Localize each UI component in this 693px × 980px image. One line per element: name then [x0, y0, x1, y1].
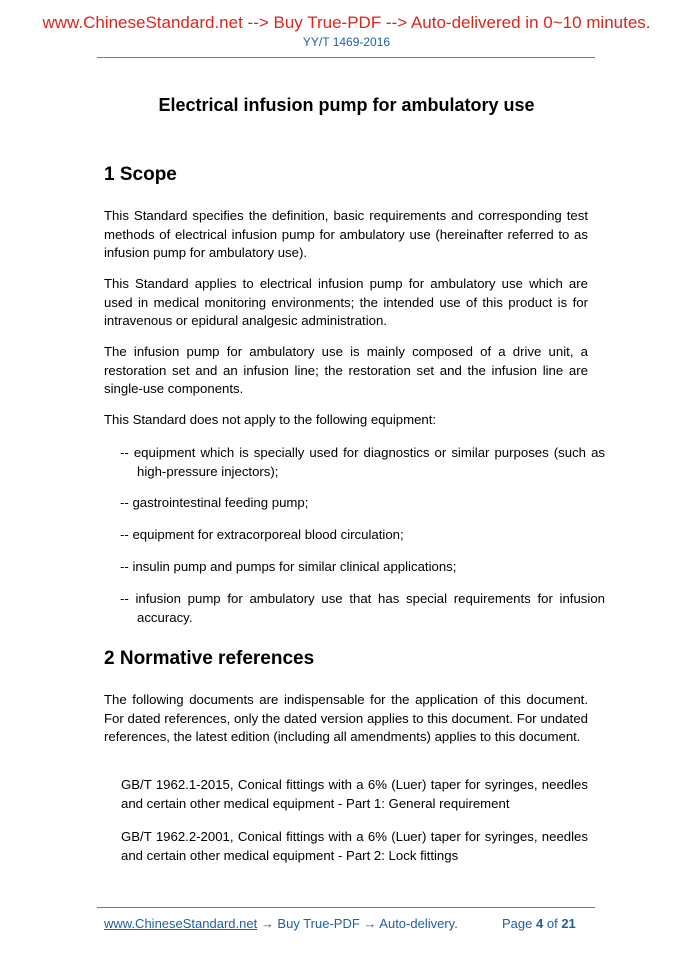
list-item: -- insulin pump and pumps for similar clinical applications; — [120, 559, 457, 574]
watermark-banner[interactable]: www.ChineseStandard.net --> Buy True-PDF --> Auto-delivered in 0~10 minutes. — [42, 13, 651, 32]
scope-paragraph-4: This Standard does not apply to the following equipment: — [104, 412, 437, 427]
list-item: -- gastrointestinal feeding pump; — [120, 495, 309, 510]
page-indicator — [502, 916, 576, 932]
current-page-number: 4 — [536, 916, 544, 931]
reference-entry: GB/T 1962.1-2015, Conical fittings with a 6% (Luer) taper for syringes, needles and certain other medical equipment - Part 1: General requirement — [121, 777, 588, 811]
scope-paragraph-2: This Standard applies to electrical infusion pump for ambulatory use which are used in medical monitoring environments; the intended use of this product is for intravenous or epidural analgesic administration. — [104, 276, 588, 328]
section-heading-scope: 1 Scope — [104, 164, 177, 185]
total-pages: 21 — [561, 916, 576, 931]
reference-entry: GB/T 1962.2-2001, Conical fittings with a 6% (Luer) taper for syringes, needles and certain other medical equipment - Part 2: Lock fittings — [121, 829, 588, 863]
of-label: of — [546, 916, 558, 931]
footer-promo-text: → Buy True-PDF → Auto-delivery. — [257, 916, 458, 931]
header-divider — [97, 57, 595, 58]
footer-site-link[interactable]: www.ChineseStandard.net — [104, 916, 258, 931]
page-label: Page — [502, 916, 533, 931]
standard-code: YY/T 1469-2016 — [302, 35, 391, 49]
section-heading-normative-references: 2 Normative references — [104, 648, 315, 669]
list-item: -- equipment for extracorporeal blood circulation; — [120, 527, 404, 542]
document-title: Electrical infusion pump for ambulatory use — [158, 95, 535, 116]
scope-paragraph-1: This Standard specifies the definition, basic requirements and corresponding test methods of electrical infusion pump for ambulatory use (hereinafter referred to as infusion pump for ambulatory use). — [104, 208, 588, 260]
references-intro-paragraph: The following documents are indispensable for the application of this document. For dated references, only the dated version applies to this document. For undated references, the latest edition (including all amendments) applies to this document. — [104, 692, 588, 744]
footer-divider — [97, 907, 595, 908]
footer-promo — [104, 916, 458, 932]
list-item: -- equipment which is specially used for diagnostics or similar purposes (such as high-pressure injectors); — [120, 445, 605, 479]
list-item: -- infusion pump for ambulatory use that has special requirements for infusion accuracy. — [120, 591, 605, 625]
scope-paragraph-3: The infusion pump for ambulatory use is mainly composed of a drive unit, a restoration set and an infusion line; the restoration set and the infusion line are single-use components. — [104, 344, 588, 396]
